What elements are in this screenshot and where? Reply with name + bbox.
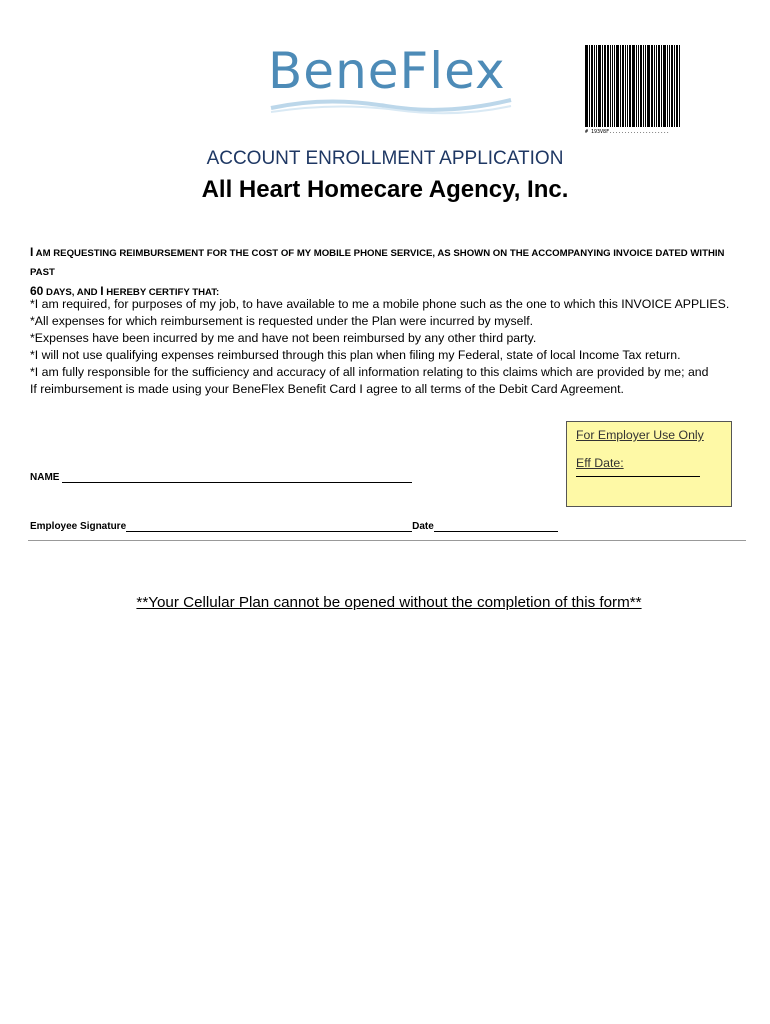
barcode-caption: # 193V8F....................: [585, 129, 670, 135]
logo-text: BeneFlex: [268, 42, 506, 100]
barcode-bar: [620, 45, 621, 127]
request-text-1: AM REQUESTING REIMBURSEMENT FOR THE COST OF MY MOBILE PHONE SERVICE, AS SHOWN ON THE ACCOMPANYING INVOICE DATED WITHIN PAST: [30, 248, 725, 278]
barcode-bar: [658, 45, 660, 127]
request-initial: I: [30, 245, 34, 259]
barcode-bar: [589, 45, 590, 127]
barcode-bar: [640, 45, 642, 127]
barcode-bar: [647, 45, 650, 127]
barcode-bar: [643, 45, 644, 127]
barcode-bar: [604, 45, 606, 127]
barcode-bar: [625, 45, 626, 127]
beneflex-logo: [266, 40, 516, 120]
barcode-bar: [674, 45, 675, 127]
barcode-bar: [627, 45, 628, 127]
barcode-bar: [661, 45, 662, 127]
barcode-bar: [607, 45, 609, 127]
barcode-bar: [645, 45, 646, 127]
request-line-1: [30, 243, 750, 282]
barcode-bar: [651, 45, 653, 127]
barcode-bar: [629, 45, 631, 127]
barcode-bar: [602, 45, 603, 127]
divider: [28, 540, 746, 541]
request-days-number: 60: [30, 284, 44, 298]
employer-use-box: [566, 421, 732, 507]
signature-field[interactable]: [126, 521, 412, 532]
barcode-bar: [612, 45, 613, 127]
barcode-bar: [591, 45, 593, 127]
request-initial-2: I: [100, 284, 104, 298]
certification-list: [30, 296, 750, 398]
signature-label: Employee Signature: [30, 521, 127, 532]
request-text-2a: DAYS, AND: [43, 287, 101, 298]
barcode-bar: [669, 45, 670, 127]
barcode-bar: [610, 45, 611, 127]
barcode-bar: [636, 45, 637, 127]
company-name: All Heart Homecare Agency, Inc.: [201, 176, 569, 203]
barcode-bar: [663, 45, 666, 127]
certification-item: *I will not use qualifying expenses reimbursed through this plan when filing my Federal, state of local Income Tax return.: [30, 348, 681, 362]
signature-row: [30, 521, 558, 532]
barcode-bar: [616, 45, 619, 127]
barcode-bar: [632, 45, 635, 127]
certification-item: If reimbursement is made using your BeneFlex Benefit Card I agree to all terms of the Debit Card Agreement.: [30, 382, 624, 396]
barcode-bar: [656, 45, 657, 127]
barcode-bar: [676, 45, 678, 127]
barcode-bar: [622, 45, 624, 127]
barcode-bar: [585, 45, 588, 127]
barcode-bar: [614, 45, 615, 127]
name-row: [30, 472, 412, 483]
barcode-bar: [654, 45, 655, 127]
certification-item: *All expenses for which reimbursement is requested under the Plan were incurred by myself.: [30, 314, 534, 328]
name-label: NAME: [30, 472, 60, 483]
barcode-bar: [596, 45, 597, 127]
barcode-bar: [679, 45, 680, 127]
barcode-bar: [638, 45, 639, 127]
eff-date-field[interactable]: [576, 476, 700, 477]
logo-swoosh-icon: [266, 90, 516, 120]
request-text-2b: HEREBY CERTIFY THAT:: [103, 287, 220, 298]
barcode-bar: [667, 45, 668, 127]
completion-notice: **Your Cellular Plan cannot be opened without the completion of this form**: [136, 594, 642, 611]
barcode-bar: [598, 45, 601, 127]
page-title: ACCOUNT ENROLLMENT APPLICATION: [206, 148, 564, 169]
certification-item: *I am fully responsible for the sufficiency and accuracy of all information relating to this claims which are provided by me; and: [30, 365, 709, 379]
name-field[interactable]: [62, 472, 412, 483]
certification-item: *I am required, for purposes of my job, to have available to me a mobile phone such as the one to which this INVOICE APPLIES.: [30, 297, 730, 311]
date-label: Date: [412, 521, 434, 532]
reimbursement-request-statement: [30, 243, 750, 302]
barcode: [585, 45, 685, 137]
barcode-bar: [671, 45, 673, 127]
date-field[interactable]: [434, 521, 558, 532]
employer-use-heading: For Employer Use Only: [576, 428, 704, 442]
certification-item: *Expenses have been incurred by me and have not been reimbursed by any other third party.: [30, 331, 537, 345]
barcode-bars: [585, 45, 685, 127]
eff-date-label: Eff Date:: [576, 456, 624, 470]
barcode-bar: [594, 45, 595, 127]
